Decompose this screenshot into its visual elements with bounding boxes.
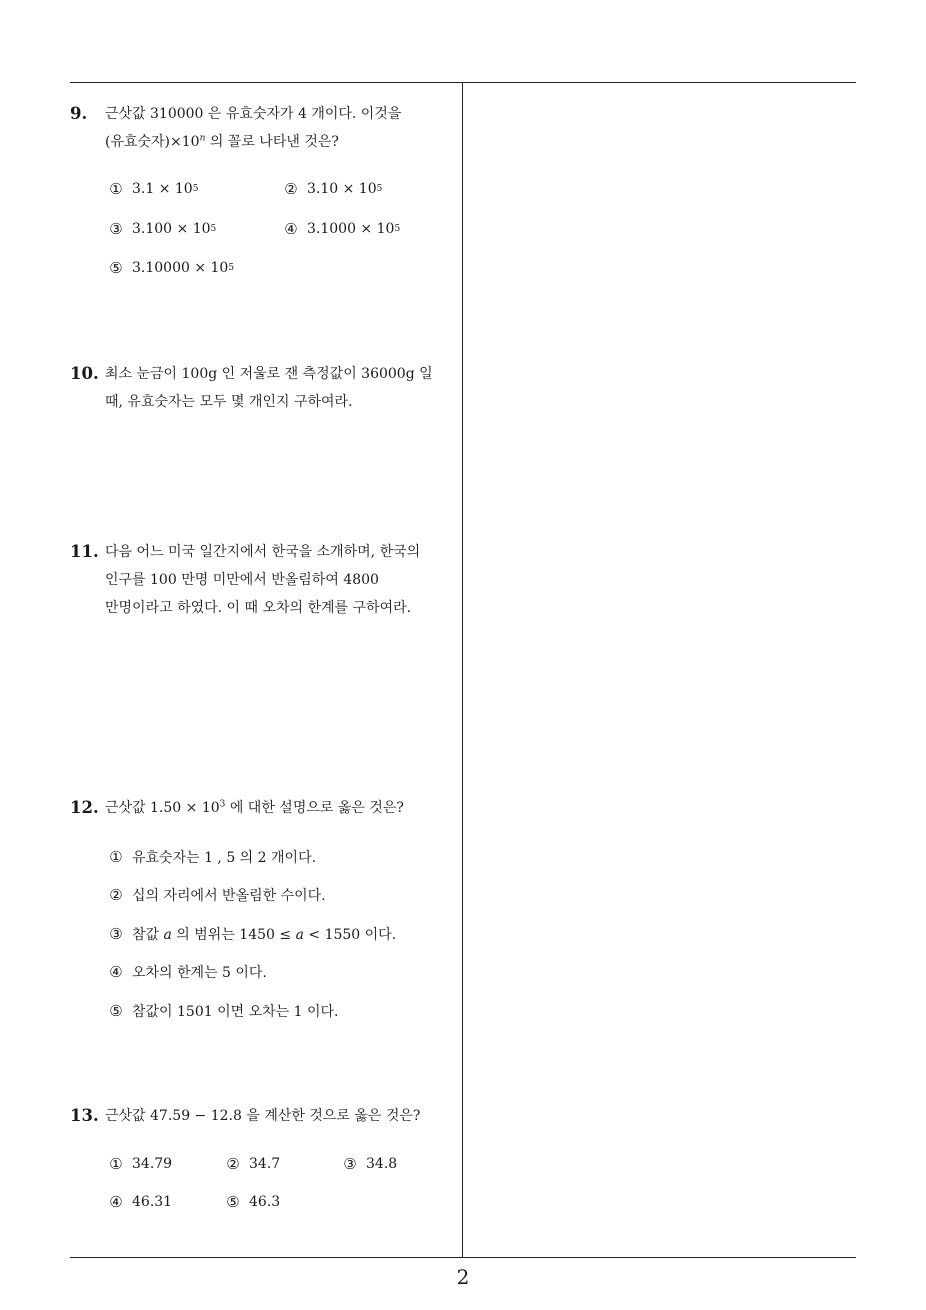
question-text <box>105 538 420 622</box>
option-text: 3.100 × 10 <box>132 221 211 237</box>
question-text <box>105 794 404 822</box>
option-text: 참값 a 의 범위는 1450 ≤ a < 1550 이다. <box>132 927 397 943</box>
option-text: 34.79 <box>132 1156 173 1172</box>
question-9 <box>70 100 455 156</box>
question-line: 최소 눈금이 100g 인 저울로 잰 측정값이 36000g 일 <box>105 366 433 382</box>
option-5[interactable] <box>225 1193 280 1211</box>
question-line: 근삿값 $1.50 \times 10^3$ 에 대한 설명으로 옳은 것은? <box>105 799 404 816</box>
question-number: 9. <box>70 104 88 123</box>
option-5[interactable]: ⑤ 3.10000 × 10 5 <box>109 259 235 277</box>
option-text: 34.7 <box>249 1156 281 1172</box>
option-mark: ⑤ <box>109 259 123 277</box>
option-text: 34.8 <box>366 1156 398 1172</box>
question-line: 다음 어느 미국 일간지에서 한국을 소개하며, 한국의 <box>105 544 421 560</box>
option-mark: ④ <box>109 1193 123 1211</box>
question-10 <box>70 360 455 416</box>
option-mark: ⑤ <box>109 1002 123 1020</box>
option-4[interactable]: ④ 3.1000 × 10 5 <box>284 220 401 238</box>
option-5[interactable] <box>108 1001 338 1021</box>
question-11 <box>70 538 455 622</box>
option-text: 오차의 한계는 5 이다. <box>132 965 267 981</box>
option-mark: ③ <box>109 925 123 943</box>
question-text <box>105 100 401 156</box>
option-mark: ⑤ <box>226 1193 240 1211</box>
question-text <box>105 360 433 416</box>
option-text: 3.10 × 10 <box>307 181 377 197</box>
option-1[interactable] <box>108 1155 172 1173</box>
option-mark: ③ <box>343 1155 357 1173</box>
option-3[interactable] <box>342 1155 397 1173</box>
question-text <box>105 1102 420 1130</box>
question-line: 인구를 100 만명 미만에서 반올림하여 4800 <box>105 572 379 588</box>
question-line: 근삿값 47.59 − 12.8 을 계산한 것으로 옳은 것은? <box>105 1108 421 1124</box>
option-text: 46.3 <box>249 1194 281 1210</box>
option-mark: ④ <box>109 963 123 981</box>
question-number: 13. <box>70 1106 99 1125</box>
option-1[interactable] <box>108 847 316 867</box>
option-mark: ② <box>226 1155 240 1173</box>
question-number: 12. <box>70 798 99 817</box>
option-text: 3.1 × 10 <box>132 181 193 197</box>
option-mark: ② <box>284 180 298 198</box>
question-number: 10. <box>70 364 99 383</box>
page-number: 2 <box>456 1265 470 1289</box>
option-text: 46.31 <box>132 1194 173 1210</box>
option-text: 3.1000 × 10 <box>307 221 395 237</box>
option-2[interactable]: ② 3.10 × 10 5 <box>284 180 383 198</box>
option-mark: ① <box>109 180 123 198</box>
question-number: 11. <box>70 542 99 561</box>
column-divider <box>462 82 463 1258</box>
question-line: 만명이라고 하였다. 이 때 오차의 한계를 구하여라. <box>105 600 412 616</box>
option-mark: ① <box>109 848 123 866</box>
option-text: 십의 자리에서 반올림한 수이다. <box>132 888 326 904</box>
option-mark: ④ <box>284 220 298 238</box>
question-12 <box>70 794 455 822</box>
option-4[interactable] <box>108 962 267 982</box>
top-rule <box>70 82 856 83</box>
option-mark: ② <box>109 886 123 904</box>
option-text: 유효숫자는 1 , 5 의 2 개이다. <box>132 850 317 866</box>
option-2[interactable] <box>225 1155 280 1173</box>
option-4[interactable] <box>108 1193 172 1211</box>
question-line: 근삿값 310000 은 유효숫자가 4 개이다. 이것을 <box>105 106 402 122</box>
option-1[interactable]: ① 3.1 × 10 5 <box>109 180 199 198</box>
option-mark: ③ <box>109 220 123 238</box>
option-text: 3.10000 × 10 <box>132 260 229 276</box>
option-mark: ① <box>109 1155 123 1173</box>
option-3[interactable] <box>108 924 396 944</box>
option-3[interactable]: ③ 3.100 × 10 5 <box>109 220 217 238</box>
option-2[interactable] <box>108 885 326 905</box>
option-text: 참값이 1501 이면 오차는 1 이다. <box>132 1004 339 1020</box>
question-13 <box>70 1102 455 1130</box>
question-line: (유효숫자)$\times 10^n$ 의 꼴로 나타낸 것은? <box>105 133 339 150</box>
question-line: 때, 유효숫자는 모두 몇 개인지 구하여라. <box>105 394 353 410</box>
bottom-rule <box>70 1257 856 1258</box>
